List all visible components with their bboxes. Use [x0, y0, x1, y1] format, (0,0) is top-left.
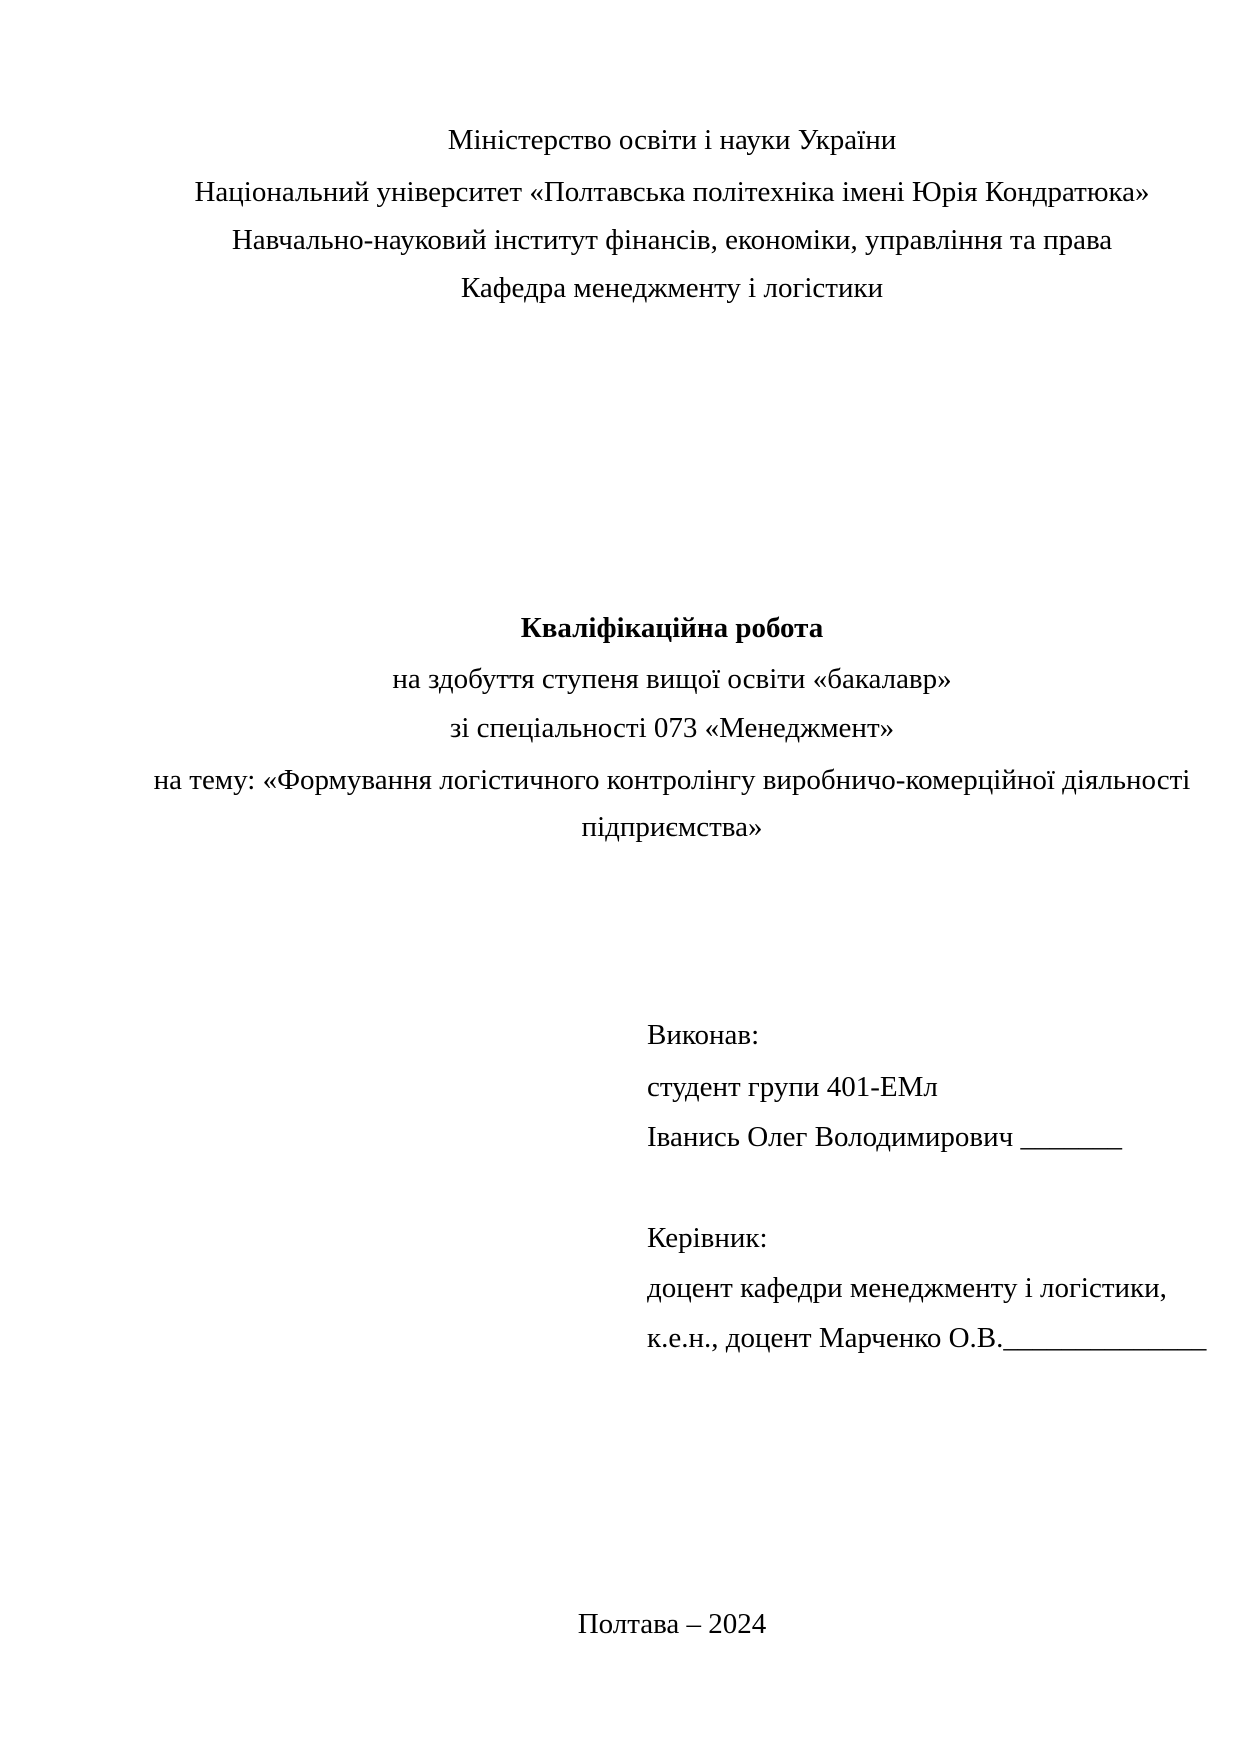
degree-line: на здобуття ступеня вищої освіти «бакалавр» — [392, 663, 952, 695]
supervisor-label: Керівник: — [647, 1222, 768, 1254]
university-heading: Національний університет «Полтавська політехніка імені Юрія Кондратюка» — [194, 176, 1150, 208]
city-year: Полтава – 2024 — [577, 1608, 767, 1640]
work-title: Кваліфікаційна робота — [520, 612, 824, 644]
ministry-heading: Міністерство освіти і науки України — [447, 124, 897, 156]
institute-heading: Навчально-науковий інститут фінансів, економіки, управління та права — [231, 224, 1113, 256]
theme-line-1: на тему: «Формування логістичного контролінгу виробничо-комерційної діяльності — [153, 764, 1191, 796]
department-heading: Кафедра менеджменту і логістики — [460, 272, 884, 304]
author-label: Виконав: — [647, 1019, 760, 1051]
theme-line-2: підприємства» — [581, 811, 763, 843]
specialty-line: зі спеціальності 073 «Менеджмент» — [449, 712, 895, 744]
author-group: студент групи 401-ЕМл — [647, 1071, 938, 1103]
supervisor-name: к.е.н., доцент Марченко О.В.______________ — [647, 1322, 1207, 1354]
supervisor-position: доцент кафедри менеджменту і логістики, — [647, 1272, 1167, 1304]
author-name: Іванись Олег Володимирович _______ — [647, 1121, 1122, 1153]
